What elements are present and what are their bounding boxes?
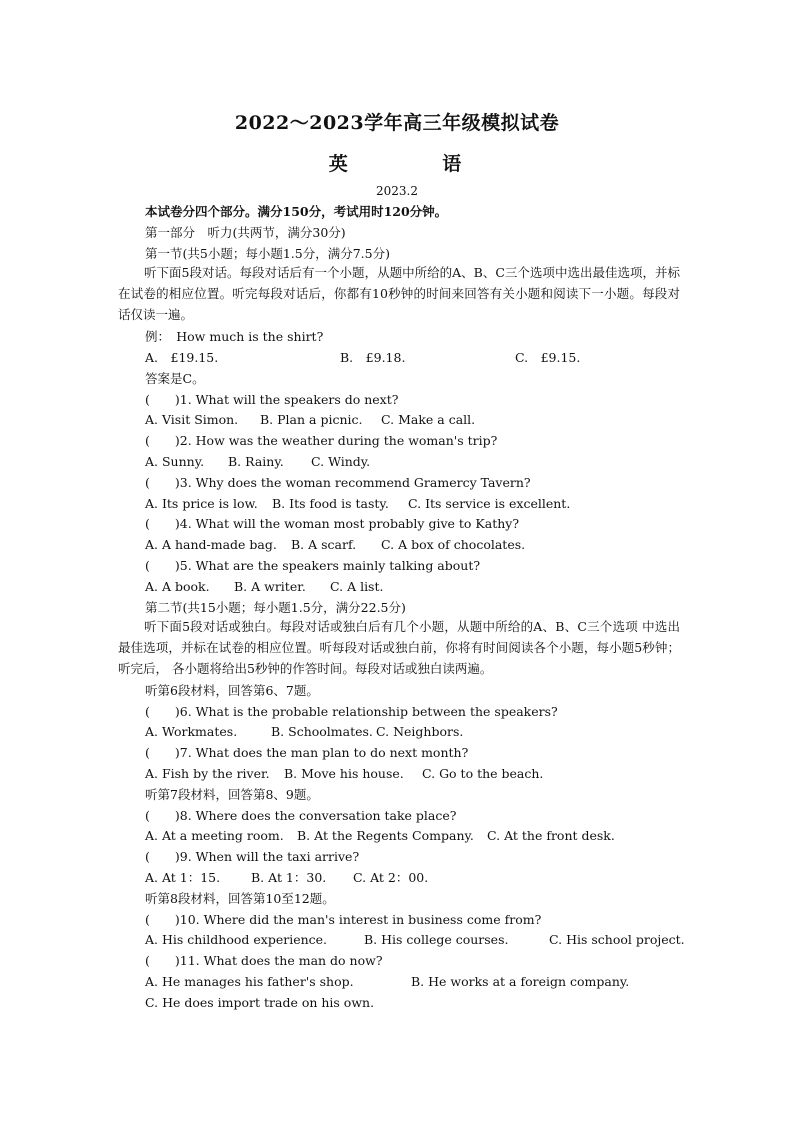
question-5-options	[145, 579, 383, 595]
subject-title: 英 语	[328, 153, 506, 175]
option: A. His childhood experience.	[145, 932, 328, 947]
option: A. Visit Simon.	[145, 412, 239, 427]
material-7-heading: 听第7段材料，回答第8、9题。	[145, 787, 319, 802]
option: A. At a meeting room.	[145, 828, 284, 843]
question-7: ( )7. What does the man plan to do next month?	[145, 745, 469, 760]
section1-instructions: 听下面5段对话。每段对话后有一个小题，从题中所给的A、B、C三个选项中选出最佳选项，并标在试卷的相应位置。听完每段对话后，你都有10秒钟的时间来回答有关小题和阅读下一小题。每段对话仅读一遍。	[118, 265, 680, 322]
option: C. Make a call.	[381, 412, 476, 427]
question-11-option-c: C. He does import trade on his own.	[145, 995, 375, 1010]
question-3: ( )3. Why does the woman recommend Gramercy Tavern?	[145, 475, 531, 490]
question-3-options	[145, 496, 570, 512]
option: A. He manages his father's shop.	[145, 974, 354, 989]
option: C. £9.15.	[515, 350, 581, 365]
exam-intro: 本试卷分四个部分。满分150分，考试用时120分钟。	[145, 204, 448, 219]
question-1-options	[145, 412, 475, 428]
option: A. Fish by the river.	[145, 766, 270, 781]
question-8: ( )8. Where does the conversation take place?	[145, 808, 457, 823]
option: A. Workmates.	[145, 724, 238, 739]
option: B. At 1：30.	[251, 870, 327, 885]
question-6: ( )6. What is the probable relationship between the speakers?	[145, 704, 558, 719]
question-4: ( )4. What will the woman most probably give to Kathy?	[145, 516, 520, 531]
option: C. Neighbors.	[376, 724, 464, 739]
material-6-heading: 听第6段材料，回答第6、7题。	[145, 683, 319, 698]
question-11: ( )11. What does the man do now?	[145, 953, 383, 968]
question-7-options	[145, 766, 543, 782]
option: C. Go to the beach.	[422, 766, 544, 781]
option: B. Plan a picnic.	[260, 412, 363, 427]
question-9-options	[145, 870, 428, 886]
question-2: ( )2. How was the weather during the woman's trip?	[145, 433, 498, 448]
example-options	[145, 350, 580, 366]
option: B. His college courses.	[364, 932, 509, 947]
option: C. Windy.	[311, 454, 371, 469]
section2-instructions: 听下面5段对话或独白。每段对话或独白后有几个小题，从题中所给的A、B、C三个选项 中选出最佳选项，并标在试卷的相应位置。听每段对话或独白前，你将有时间阅读各个小题，每小题5秒钟；听完后， 各小题将给出5秒钟的作答时间。每段对话或独白读两遍。	[118, 619, 680, 676]
option: A. £19.15.	[145, 350, 219, 365]
option: B. Schoolmates.	[271, 724, 373, 739]
option: A. A hand-made bag.	[145, 537, 277, 552]
option: B. Move his house.	[284, 766, 404, 781]
example-answer: 答案是C。	[145, 371, 205, 386]
section2-heading: 第二节(共15小题；每小题1.5分，满分22.5分)	[145, 600, 406, 615]
question-9: ( )9. When will the taxi arrive?	[145, 849, 360, 864]
exam-date: 2023.2	[376, 184, 418, 198]
option: A. At 1：15.	[145, 870, 221, 885]
option: A. A book.	[145, 579, 210, 594]
option: B. A scarf.	[291, 537, 357, 552]
option: B. A writer.	[234, 579, 306, 594]
option: C. At 2：00.	[353, 870, 429, 885]
question-2-options	[145, 454, 370, 470]
question-1: ( )1. What will the speakers do next?	[145, 392, 399, 407]
page-title: 2022～2023学年高三年级模拟试卷	[234, 112, 560, 134]
option: C. A list.	[330, 579, 384, 594]
question-4-options	[145, 537, 525, 553]
option: B. Rainy.	[228, 454, 284, 469]
question-6-options	[145, 724, 463, 740]
example-question: 例： How much is the shirt?	[145, 329, 324, 344]
section1-heading: 第一节(共5小题；每小题1.5分，满分7.5分)	[145, 246, 390, 261]
question-11-options	[145, 974, 629, 990]
option: C. His school project.	[549, 932, 685, 947]
option: A. Sunny.	[145, 454, 205, 469]
question-8-options	[145, 828, 615, 844]
part1-heading: 第一部分 听力(共两节，满分30分)	[145, 225, 346, 240]
option: B. He works at a foreign company.	[411, 974, 630, 989]
option: A. Its price is low.	[145, 496, 258, 511]
option: C. At the front desk.	[487, 828, 615, 843]
question-10-options	[145, 932, 685, 948]
option: B. £9.18.	[340, 350, 406, 365]
option: C. Its service is excellent.	[408, 496, 571, 511]
option: C. A box of chocolates.	[381, 537, 526, 552]
option: B. Its food is tasty.	[272, 496, 389, 511]
question-5: ( )5. What are the speakers mainly talking about?	[145, 558, 481, 573]
option: B. At the Regents Company.	[297, 828, 474, 843]
material-8-heading: 听第8段材料，回答第10至12题。	[145, 891, 335, 906]
question-10: ( )10. Where did the man's interest in business come from?	[145, 912, 542, 927]
